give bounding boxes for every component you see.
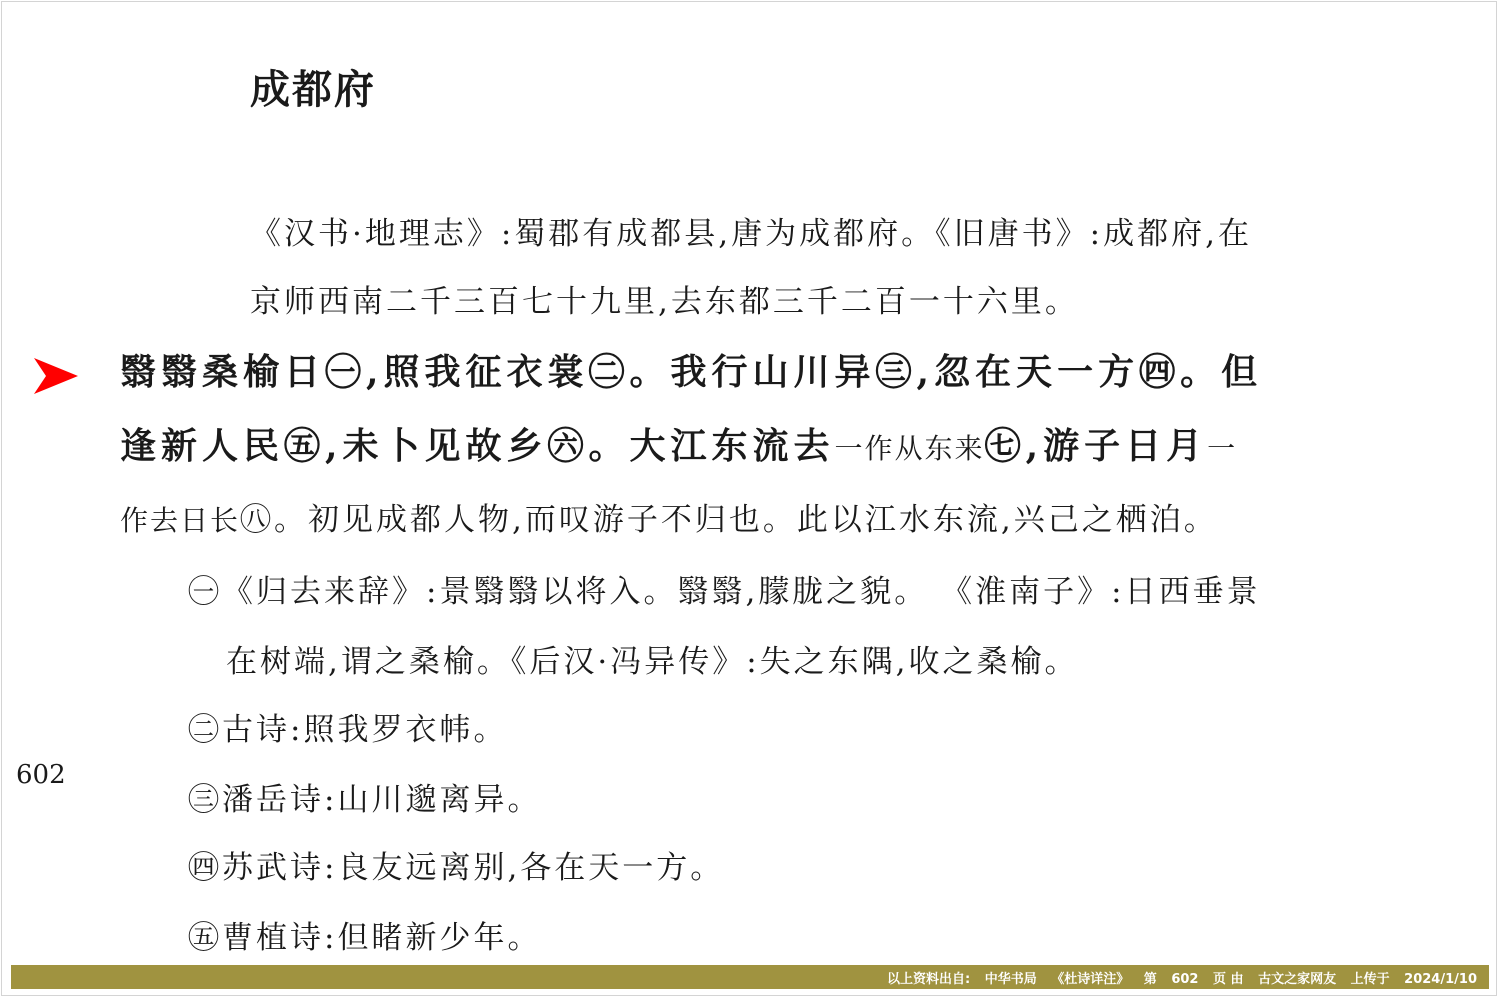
footer-text (877, 968, 1477, 987)
poem-line-2 (120, 418, 1237, 469)
footer-date: 2024/1/10 (1404, 972, 1477, 987)
intro-line-2: 京师西南二千三百七十九里,去东都三千二百一十六里。 (250, 284, 1079, 320)
poem-line-2-text-cont: ㊆,游子日月 (984, 425, 1208, 467)
intro-line-1: 《汉书·地理志》:蜀郡有成都县,唐为成都府。《旧唐书》:成都府,在 (250, 216, 1252, 252)
footer-uploader: 古文之家网友 (1258, 972, 1337, 987)
page-title: 成都府 (250, 66, 376, 113)
poem-line-2-text: 逢新人民㊄,未卜见故乡㊅。大江东流去 (120, 425, 835, 467)
footer-publisher: 中华书局 (984, 972, 1037, 987)
poem-commentary: ㊇。初见成都人物,而叹游子不归也。此以江水东流,兴己之栖泊。 (240, 502, 1218, 538)
footer-uploaded-label: 上传于 (1350, 972, 1390, 987)
note-1-cont: 在树端,谓之桑榆。《后汉·冯异传》:失之东隅,收之桑榆。 (226, 644, 1079, 680)
variant-reading-note-start: 一 (1207, 432, 1238, 465)
footer-page: 602 (1171, 972, 1199, 987)
footer-page-suffix: 页 由 (1213, 972, 1244, 987)
note-4: ㊃苏武诗:良友远离别,各在天一方。 (188, 850, 725, 886)
footer-book: 《杜诗详注》 (1051, 972, 1130, 987)
variant-reading-note-end: 作去日长 (120, 504, 241, 537)
source-footer-bar (11, 965, 1489, 989)
page-number: 602 (16, 760, 66, 790)
footer-page-prefix: 第 (1143, 972, 1157, 987)
note-5: ㊄曹植诗:但睹新少年。 (188, 920, 542, 956)
variant-reading-note: 一作从东来 (834, 432, 985, 465)
note-1: ㊀《归去来辞》:景翳翳以将入。翳翳,朦胧之貌。 《淮南子》:日西垂景 (188, 574, 1261, 610)
footer-source-label: 以上资料出自: (886, 972, 971, 987)
note-2: ㊁古诗:照我罗衣帏。 (188, 712, 508, 748)
poem-line-3 (120, 494, 1218, 539)
red-pointer-arrow-icon (32, 356, 80, 396)
poem-line-1: 翳翳桑榆日㊀,照我征衣裳㊁。我行山川异㊂,忽在天一方㊃。但 (120, 351, 1263, 393)
note-3: ㊂潘岳诗:山川邈离异。 (188, 782, 542, 818)
